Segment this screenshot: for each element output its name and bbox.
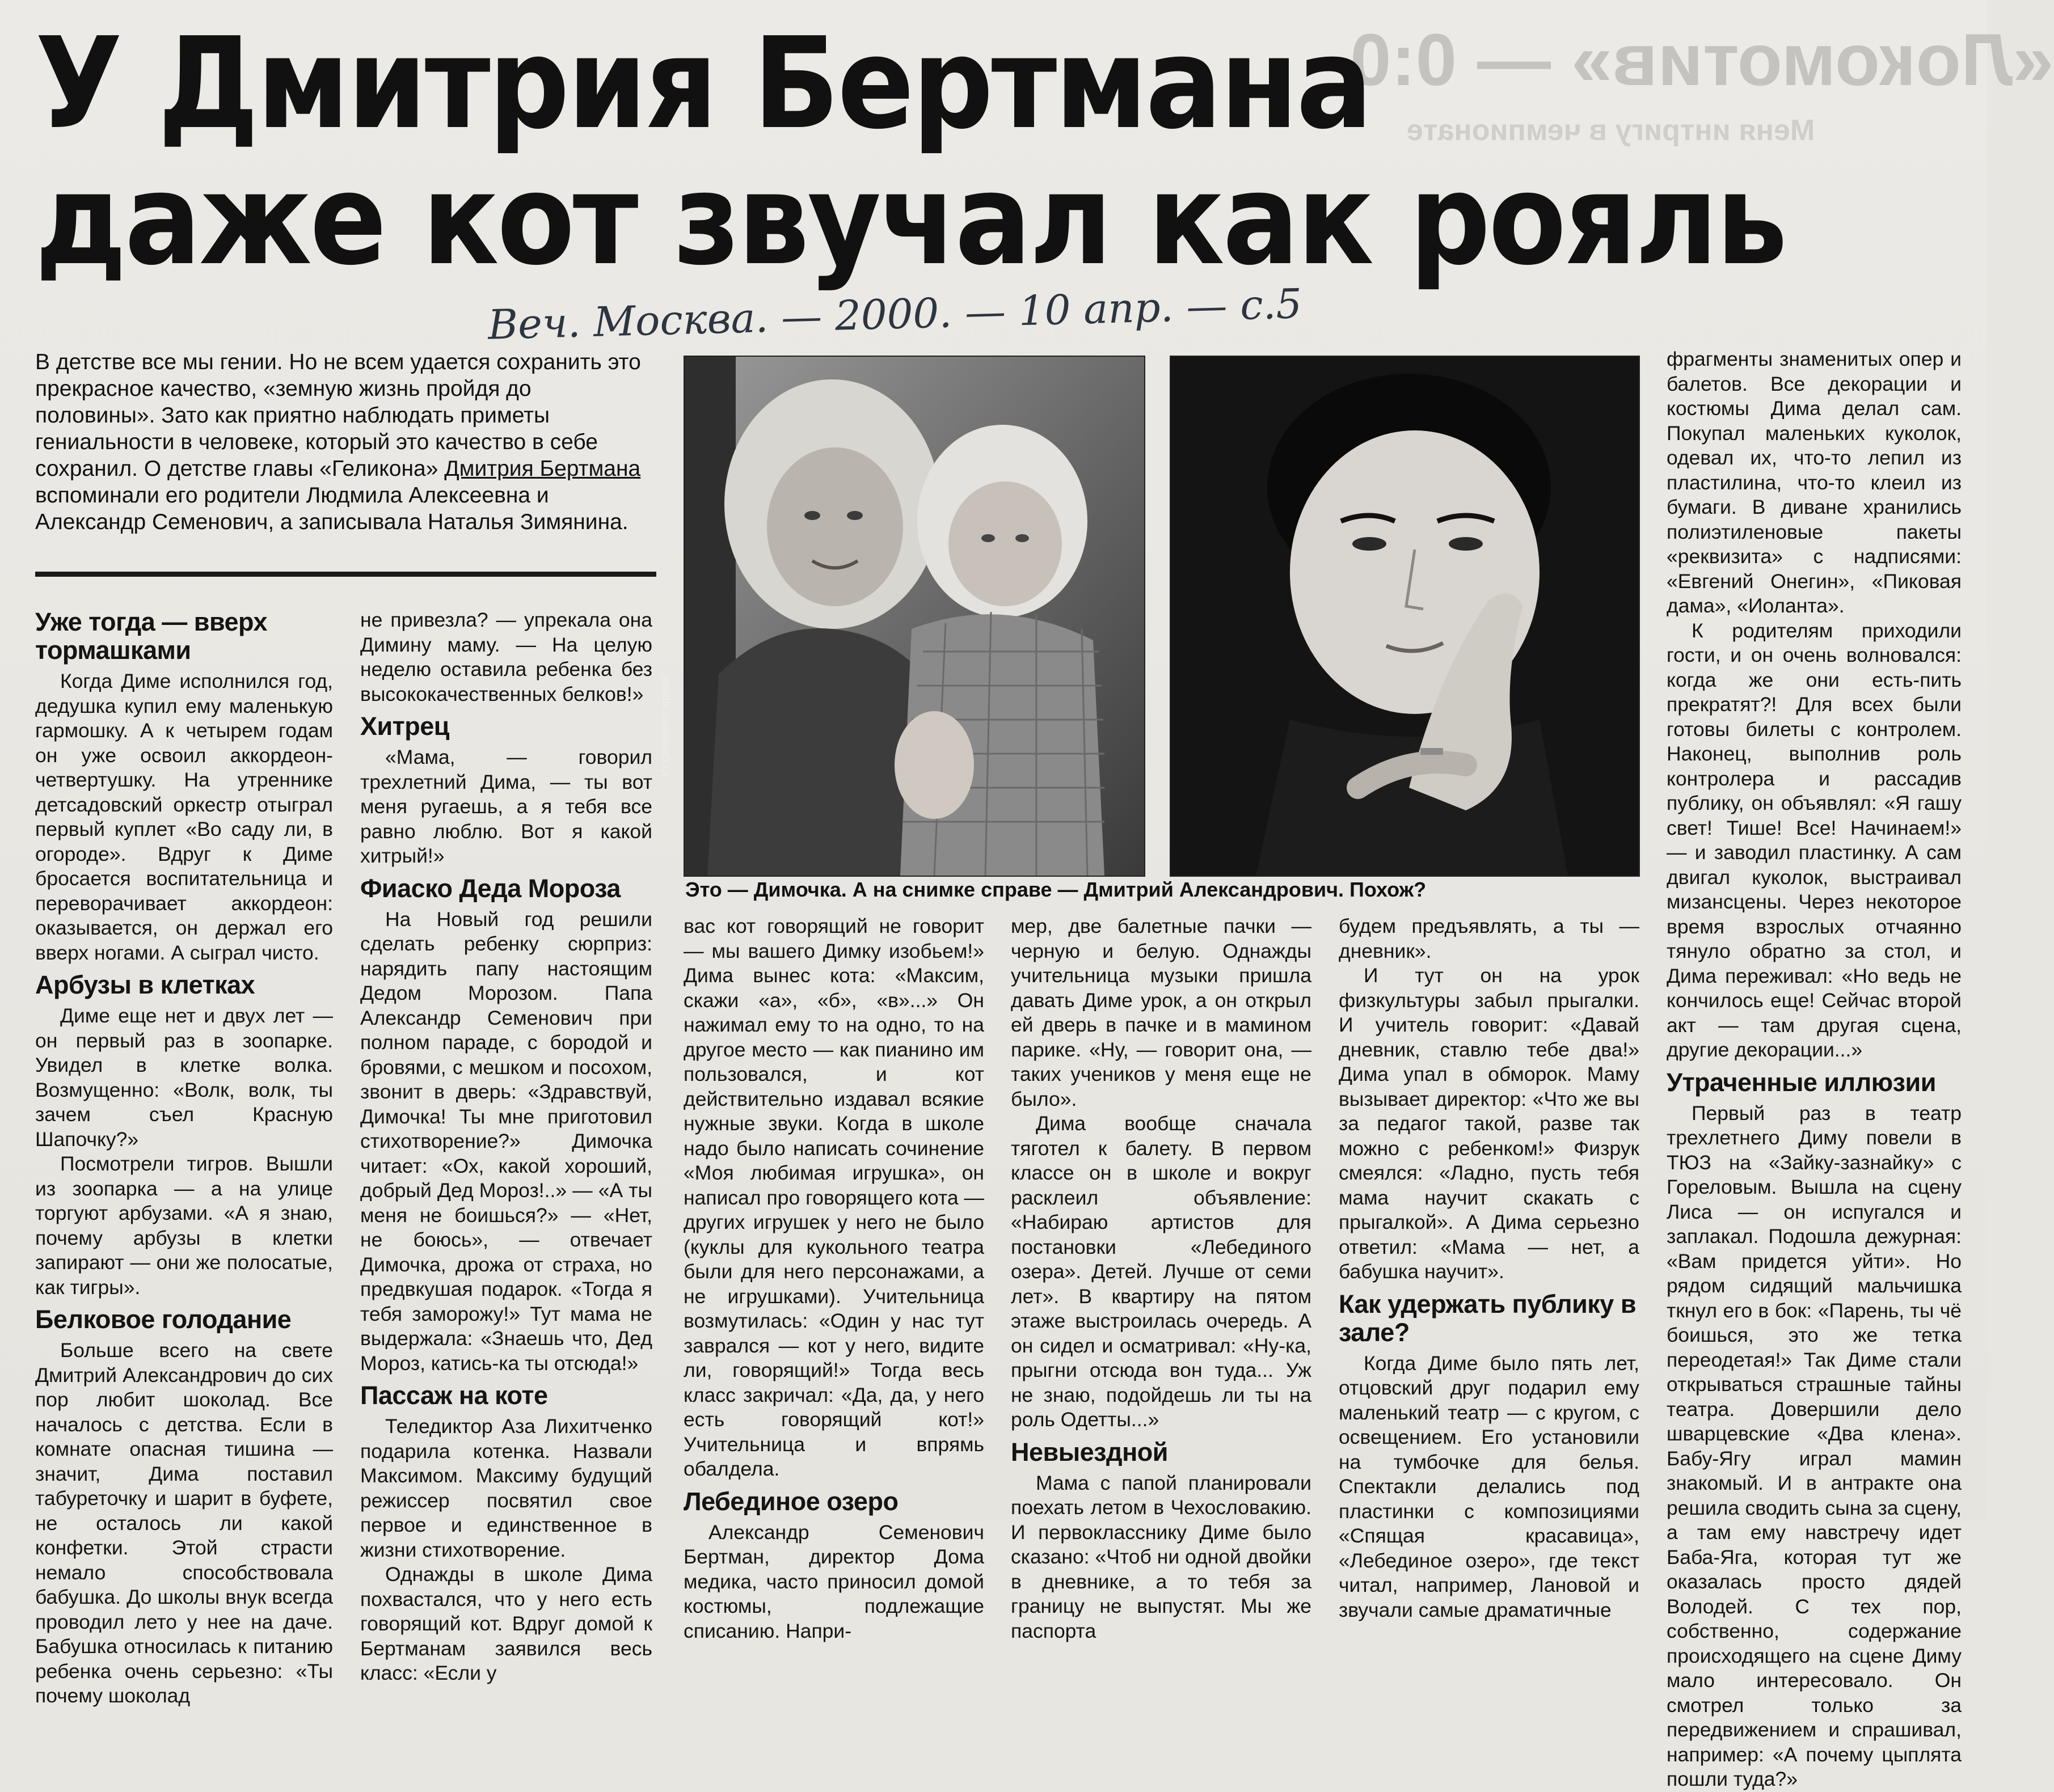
article-column-1 [35, 608, 333, 1709]
subheading-swan-lake: Лебединое озеро [684, 1486, 899, 1516]
photo-adult-portrait [1170, 356, 1640, 877]
paragraph-continued: будем предъявлять, а ты — дневник». [1339, 915, 1639, 962]
article-column-4 [1011, 914, 1311, 1643]
paragraph: Однажды в школе Дима похвастался, что у него есть говорящий кот. Вдруг домой к Бертманам заявился весь класс: «Если у [360, 1563, 652, 1684]
article-column-5 [1339, 914, 1639, 1622]
photo-mother-and-baby [684, 356, 1145, 877]
subheading-watermelons: Арбузы в клетках [35, 970, 255, 999]
paragraph: Диме еще нет и двух лет — он первый раз в зоопарке. Увидел в клетке волка. Возмущенно: «Волк, волк, ты зачем съел Красную Шапочку?» [35, 1004, 333, 1151]
subheading-santa-fiasco: Фиаско Деда Мороза [360, 873, 621, 903]
paragraph-continued: вас кот говорящий не говорит — мы вашего Димку изобьем!» Дима вынес кота: «Максим, скажи «а», «б», «в»...» Он нажимал ему то на одно, то на другое место — как пианино им пользовался, и кот действительно издавал всякие нужные звуки. Когда в школе надо было написать сочинение «Моя любимая игрушка», он написал про говорящего кота — других игрушек у него не было (куклы для кукольного театра были для него персонажами, а не игрушками). Учительница возмутилась: «Один у нас тут заврался — кот у него, видите ли, говорящий!» Тогда весь класс закричал: «Да, да, у него есть говорящий кот!» Учительница и впрямь обалдела. [684, 915, 984, 1480]
photo-adult-portrait-image [1171, 357, 1639, 876]
paragraph: «Мама, — говорил трехлетний Дима, — ты вот меня ругаешь, а я тебя все равно люблю. Вот я какой хитрый!» [360, 746, 652, 867]
article-column-3 [684, 914, 984, 1643]
lead-divider-rule [35, 572, 656, 577]
subheading-lost-illusions: Утраченные иллюзии [1667, 1067, 1936, 1097]
bleed-through-headline: «Локомотив» — 0:0 [1350, 18, 2054, 101]
subheading-upside-down: Уже тогда — вверх тормашками [35, 607, 267, 665]
paragraph: Первый раз в театр трехлетнего Диму повели в ТЮЗ на «Зайку-зазнайку» с Гореловым. Вышла на сцену Лиса — он испугался и заплакал. Подошла дежурная: «Вам придется уйти». Но рядом сидящий мальчишка ткнул его в бок: «Парень, ты чё боишься, это же тетка переодетая!» Так Диме стали открываться страшные тайны театра. Довершили дело шварцевские «Два клена». Бабу-Ягу играл мамин знакомый. И в антракте она решила сводить сына за сцену, а там ему навстречу идет Баба-Яга, которая тут же оказалась просто дядей Володей. С тех пор, собственно, содержание происходящего на сцене Диму мало интересовало. Он смотрел только за передвижением и спрашивал, например: «А почему цыплята пошли туда?» [1667, 1101, 1962, 1790]
subheading-protein-starvation: Белковое голодание [35, 1305, 292, 1334]
article-column-2 [360, 608, 652, 1686]
paragraph: К родителям приходили гости, и он очень волновался: когда же они есть-пить прекратят?! Для всех были готовы билеты с контролем. Наконец, выполнив роль контролера и рассадив публику, он объявлял: «Я гашу свет! Тише! Все! Начинаем!» — и заводил пластинку. А сам двигал куколок, выстраивал мизансцены. Через некоторое время взрослых отчаянно тянуло обратно за стол, и Дима переживал: «Но ведь не кончилось еще! Сейчас второй акт — там другая сцена, другие декорации...» [1667, 619, 1962, 1061]
paragraph: Когда Диме было пять лет, отцовский друг подарил ему маленький театр — с кругом, с освещением. Его установили на тумбочке для белья. Спектакли делались под пластинки с композициями «Спящая красавица», «Лебединое озеро», где текст читал, например, Лановой и звучали самые драматичные [1339, 1351, 1639, 1621]
paragraph: Дима вообще сначала тяготел к балету. В первом классе он в школе и вокруг расклеил объявление: «Набираю артистов для постановки «Лебединого озера». Детей. Лучше от семи лет». В квартиру на пятом этаже выстроилась очередь. А он сидел и осматривал: «Ну-ка, прыгни отсюда вон туда... Уж не знаю, подойдешь ли ты на роль Одетты...» [1011, 1112, 1311, 1431]
paragraph-continued: фрагменты знаменитых опер и балетов. Все декорации и костюмы Дима делал сам. Покупал маленьких куколок, одевал их, что-то лепил из пластилина, что-то клеил из бумаги. В диване хранились полиэтиленовые пакеты «реквизита» с надписями: «Евгений Онегин», «Пиковая дама», «Иоланта». [1667, 348, 1962, 617]
paragraph: Мама с папой планировали поехать летом в Чехословакию. И первокласснику Диме было сказано: «Чтоб ни одной двойки в дневнике, а то тебя за границу не выпустят. Мы же паспорта [1011, 1471, 1311, 1642]
subheading-keep-audience: Как удержать публику в зале? [1339, 1289, 1636, 1347]
lead-paragraph [35, 349, 648, 535]
paragraph: На Новый год решили сделать ребенку сюрприз: нарядить папу настоящим Дедом Морозом. Папа Александр Семенович при полном параде, с бородой и бровями, с мешком и посохом, звонит в дверь: «Здравствуй, Димочка! Ты мне приготовил стихотворение?» Димочка читает: «Ох, какой хороший, добрый Дед Мороз!..» — «А ты меня не боишься?» — «Нет, не боюсь», — отвечает Димочка, дрожа от страха, но предвкушая подарок. «Тогда я тебя заморожу!» Тут мама не выдержала: «Знаешь что, Дед Мороз, катись-ка ты отсюда!» [360, 907, 652, 1375]
article-column-6 [1667, 347, 1962, 1792]
headline-line-2: даже кот звучал как рояль [35, 147, 1786, 293]
photo-credit: Из семейного архива [659, 676, 670, 777]
paragraph: Александр Семенович Бертман, директор Дома медика, часто приносил домой костюмы, подлежащие списанию. Напри- [684, 1520, 984, 1642]
lead-underlined-name: Дмитрия Бертмана [444, 457, 641, 481]
subheading-travel-ban: Невыездной [1011, 1437, 1168, 1466]
subheading-cat-passage: Пассаж на коте [360, 1381, 548, 1410]
paragraph: Посмотрели тигров. Вышли из зоопарка — а на улице торгуют арбузами. «А я знаю, почему арбузы в клетки запирают — они же полосатые, как тигры». [35, 1152, 333, 1299]
paragraph: И тут он на урок физкультуры забыл прыгалки. И учитель говорит: «Давай дневник, ставлю тебе два!» Дима упал в обморок. Маму вызывает директор: «Что же вы за педагог такой, разве так можно с ребенком!» Физрук смеялся: «Ладно, пусть тебя мама научит скакать с прыгалкой». А Дима серьезно ответил: «Мама — нет, а бабушка научит». [1339, 964, 1639, 1283]
lead-text-end: вспоминали его родители Людмила Алексеевна и Александр Семенович, а записывала Наталья Зимянина. [35, 483, 629, 534]
paragraph: Больше всего на свете Дмитрий Александрович до сих пор любит шоколад. Все началось с детства. Если в комнате опасная тишина — значит, Дима поставил табуреточку и шарит в буфете, не осталось ли какой конфетки. Этой страсти немало способствовала бабушка. До школы внук всегда проводил лето у нее на даче. Бабушка относилась к питанию ребенка очень серьезно: «Ты почему шоколад [35, 1339, 333, 1707]
handwritten-source-note: Веч. Москва. — 2000. — 10 апр. — с.5 [487, 280, 1303, 349]
paragraph-continued: мер, две балетные пачки — черную и белую. Однажды учительница музыки пришла давать Диме урок, а он открыл ей дверь в пачке и в мамином парике. «Ну, — говорит она, — таких учеников у меня еще не было». [1011, 915, 1311, 1110]
bleed-through-subline: Меня интригу в чемпионате [1407, 114, 1815, 147]
subheading-trickster: Хитрец [360, 712, 449, 741]
photo-mother-and-baby-image [685, 357, 1144, 876]
lead-text-start: В детстве все мы гении. Но не всем удается сохранить это прекрасное качество, «земную жизнь пройдя до половины». Зато как приятно наблюдать приметы гениальности в человеке, который это качество в себе сохранил. О детстве главы «Геликона» [35, 350, 641, 481]
headline-line-1: У Дмитрия Бертмана [35, 11, 1371, 157]
photo-caption: Это — Димочка. А на снимке справе — Дмитрий Александрович. Похож? [685, 878, 1427, 901]
paragraph: Когда Диме исполнился год, дедушка купил ему маленькую гармошку. А к четырем годам он уже освоил аккордеон-четвертушку. На утреннике детсадовский оркестр отыграл первый куплет «Во саду ли, в огороде». Вдруг к Диме бросается воспитательница и переворачивает аккордеон: оказывается, он держал его вверх ногами. А сыграл чисто. [35, 670, 333, 964]
paragraph: Теледиктор Аза Лихитченко подарила котенка. Назвали Максимом. Максиму будущий режиссер посвятил свое первое и единственное в жизни стихотворение. [360, 1415, 652, 1561]
paragraph-continued: не привезла? — упрекала она Димину маму. — На целую неделю оставила ребенка без высококачественных белков!» [360, 608, 652, 705]
